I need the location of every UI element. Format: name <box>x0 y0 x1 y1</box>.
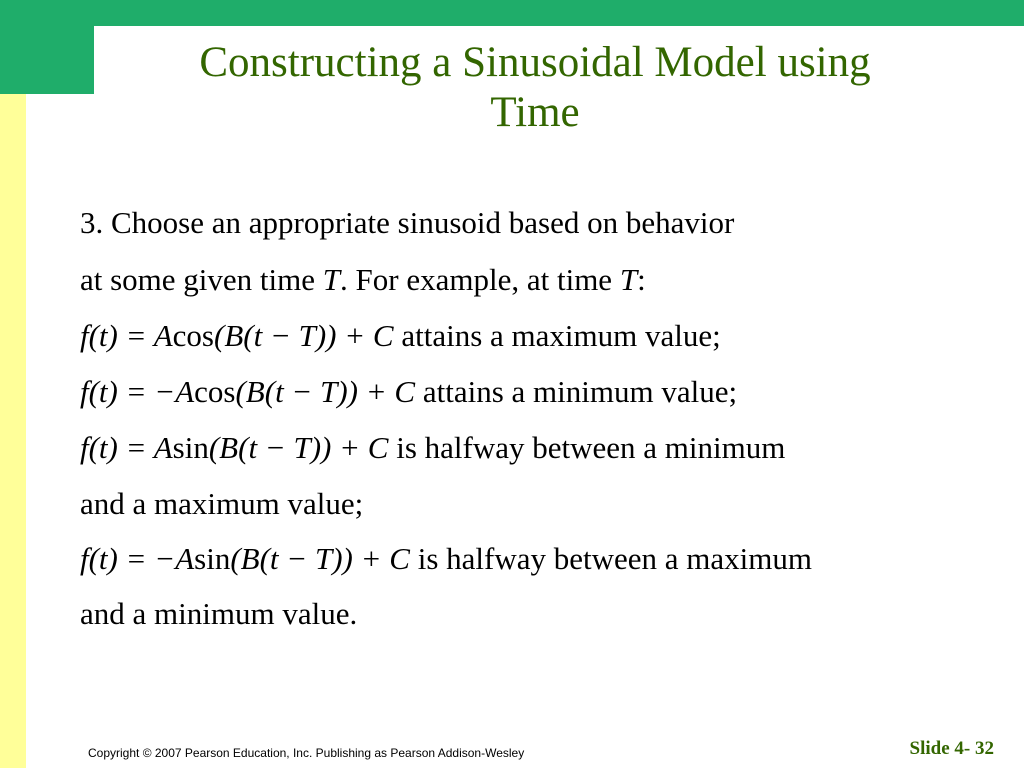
formula-line-max <box>80 318 721 354</box>
var-T-1: T <box>322 262 341 297</box>
formula-fn: sin <box>194 541 231 576</box>
top-bar <box>94 0 1024 26</box>
formula-line-halfway-max <box>80 541 812 577</box>
formula <box>80 318 394 353</box>
formula <box>80 541 410 576</box>
formula-lhs: f(t) = <box>80 430 154 465</box>
corner-block <box>0 0 94 94</box>
body-line-2-mid: . For example, at time <box>340 262 620 297</box>
formula-fn: cos <box>172 318 214 353</box>
formula-line-halfway-min <box>80 430 785 466</box>
formula-rhs: (B(t − T)) + C <box>230 541 410 576</box>
formula <box>80 374 415 409</box>
body-line-2 <box>80 262 646 298</box>
formula-text: attains a minimum value; <box>415 374 738 409</box>
body-line-2-pre: at some given time <box>80 262 323 297</box>
continuation-2: and a minimum value. <box>80 596 358 631</box>
formula-text: attains a maximum value; <box>393 318 721 353</box>
formula <box>80 430 388 465</box>
body-line-1: 3. Choose an appropriate sinusoid based on behavior <box>80 205 735 240</box>
formula-lhs: f(t) = <box>80 374 155 409</box>
copyright: Copyright © 2007 Pearson Education, Inc. Publishing as Pearson Addison-Wesley <box>88 746 525 760</box>
title-line-1: Constructing a Sinusoidal Model using <box>199 39 871 86</box>
side-bar <box>0 94 26 768</box>
formula-rhs: (B(t − T)) + C <box>208 430 389 465</box>
body-line-2-post: : <box>637 262 646 297</box>
formula-rhs: (B(t − T)) + C <box>214 318 394 353</box>
slide-title <box>100 38 970 138</box>
continuation-1: and a maximum value; <box>80 486 364 521</box>
formula-text: is halfway between a minimum <box>388 430 786 465</box>
formula-fn: sin <box>172 430 209 465</box>
formula-fn: cos <box>194 374 236 409</box>
formula-lhs: f(t) = <box>80 318 154 353</box>
formula-coef: A <box>153 430 173 465</box>
formula-coef: −A <box>154 374 195 409</box>
formula-line-min <box>80 374 737 410</box>
slide-number: Slide 4- 32 <box>909 738 994 759</box>
formula-lhs: f(t) = <box>80 541 155 576</box>
formula-coef: −A <box>154 541 195 576</box>
formula-coef: A <box>153 318 173 353</box>
formula-text: is halfway between a maximum <box>409 541 812 576</box>
title-line-2: Time <box>490 89 580 136</box>
var-T-2: T <box>619 262 638 297</box>
formula-rhs: (B(t − T)) + C <box>235 374 416 409</box>
